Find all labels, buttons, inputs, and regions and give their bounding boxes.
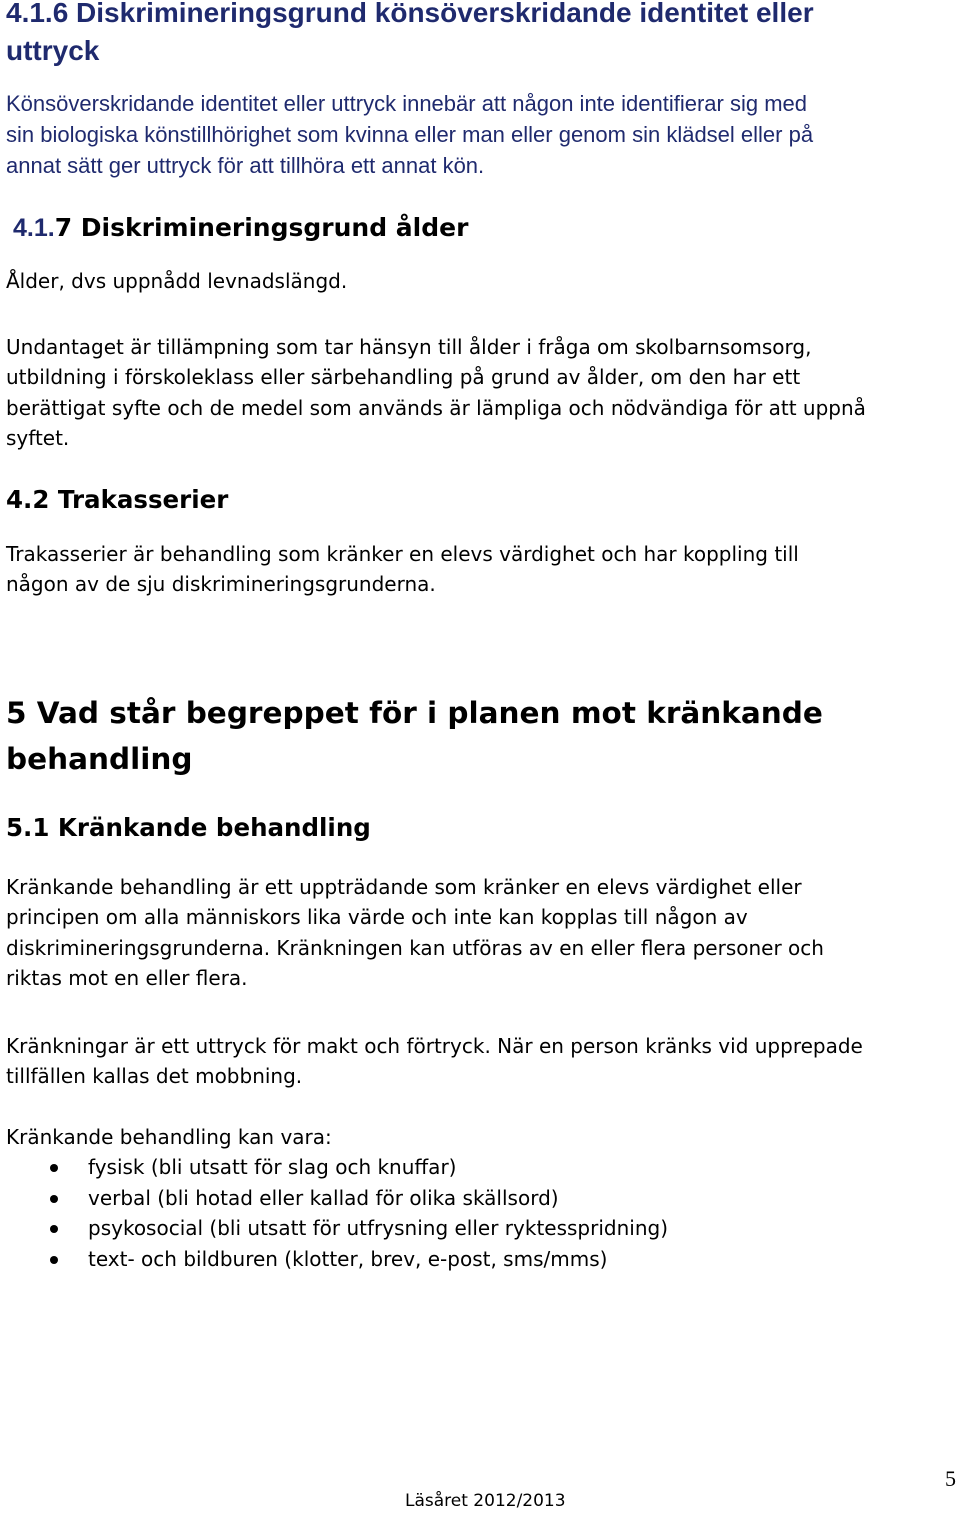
heading-417-number: 4.1. <box>13 214 55 242</box>
bullet-list <box>0 1152 668 1274</box>
paragraph-417a: Ålder, dvs uppnådd levnadslängd. <box>6 269 348 293</box>
heading-5 <box>6 690 823 782</box>
paragraph-line: Könsöverskridande identitet eller uttryck innebär att någon inte identifierar sig med <box>6 91 808 116</box>
heading-416-line-2: uttryck <box>6 35 100 66</box>
paragraph-line: berättigat syfte och de medel som används är lämpliga och nödvändiga för att uppnå <box>6 395 866 420</box>
bullet-icon <box>50 1195 58 1203</box>
page-footer: Läsåret 2012/2013 <box>405 1491 566 1511</box>
heading-51: 5.1 Kränkande behandling <box>6 813 371 842</box>
bullet-icon <box>50 1164 58 1172</box>
paragraph-51a <box>6 872 824 993</box>
bullet-icon <box>50 1225 58 1233</box>
heading-42: 4.2 Trakasserier <box>6 485 229 514</box>
paragraph-416 <box>6 88 813 181</box>
paragraph-line: annat sätt ger uttryck för att tillhöra ett annat kön. <box>6 153 485 178</box>
paragraph-line: principen om alla människors lika värde och inte kan kopplas till någon av <box>6 905 748 930</box>
paragraph-42 <box>6 539 799 600</box>
paragraph-line: Kränkande behandling är ett uppträdande som kränker en elevs värdighet eller <box>6 875 802 899</box>
paragraph-51b <box>6 1031 863 1092</box>
list-item-text: fysisk (bli utsatt för slag och knuffar) <box>88 1155 457 1179</box>
heading-416 <box>6 0 814 70</box>
list-item-text: psykosocial (bli utsatt för utfrysning eller ryktesspridning) <box>88 1216 668 1240</box>
paragraph-line: syftet. <box>6 425 70 450</box>
page-number: 5 <box>945 1466 956 1491</box>
paragraph-line: tillfällen kallas det mobbning. <box>6 1064 303 1089</box>
paragraph-line: sin biologiska könstillhörighet som kvinna eller man eller genom sin klädsel eller på <box>6 122 814 147</box>
paragraph-line: någon av de sju diskrimineringsgrunderna. <box>6 572 436 597</box>
bullet-icon <box>50 1256 58 1264</box>
list-item <box>0 1152 668 1183</box>
list-intro: Kränkande behandling kan vara: <box>6 1125 332 1149</box>
paragraph-line: Kränkningar är ett uttryck för makt och förtryck. När en person kränks vid upprepade <box>6 1034 863 1058</box>
heading-417 <box>13 208 468 248</box>
list-item <box>0 1213 668 1244</box>
paragraph-line: utbildning i förskoleklass eller särbehandling på grund av ålder, om den har ett <box>6 365 801 390</box>
list-item-text: verbal (bli hotad eller kallad för olika skällsord) <box>88 1185 559 1210</box>
list-item-text: text- och bildburen (klotter, brev, e-post, sms/mms) <box>88 1246 608 1271</box>
paragraph-line: Undantaget är tillämpning som tar hänsyn till ålder i fråga om skolbarnsomsorg, <box>6 335 812 359</box>
list-item <box>0 1244 668 1275</box>
paragraph-line: Trakasserier är behandling som kränker en elevs värdighet och har koppling till <box>6 542 799 566</box>
paragraph-line: diskrimineringsgrunderna. Kränkningen kan utföras av en eller flera personer och <box>6 935 824 960</box>
heading-416-line-1: 4.1.6 Diskrimineringsgrund könsöverskridande identitet eller <box>6 0 814 28</box>
heading-5-line-2: behandling <box>6 742 193 776</box>
paragraph-417b <box>6 332 866 453</box>
heading-5-line-1: 5 Vad står begreppet för i planen mot kränkande <box>6 696 823 730</box>
paragraph-line: riktas mot en eller flera. <box>6 965 248 990</box>
heading-417-text: 7 Diskrimineringsgrund ålder <box>54 213 469 242</box>
list-item <box>0 1183 668 1214</box>
